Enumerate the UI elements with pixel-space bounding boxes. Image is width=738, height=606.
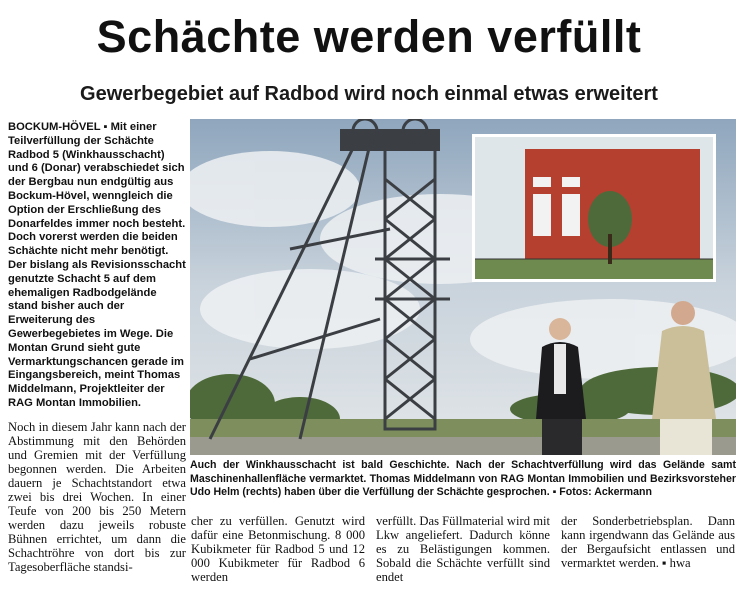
path (190, 437, 736, 455)
photo-caption: Auch der Winkhausschacht ist bald Geschichte. Nach der Schachtverfüllung wird das Gelände samt Maschinenhallenfläche vermarktet. Thomas Middelmann von RAG Montan Immobilien und Bezirksvorsteher Udo Helm (rechts) haben über die Verfüllung der Schächte gesprochen. ▪ Fotos: Ackermann (190, 459, 736, 499)
body-column-2: cher zu verfüllen. Genutzt wird dafür eine Betonmischung. 8 000 Kubikmeter für Radbod 5 und 12 000 Kubikmeter für Radbod 6 werden (191, 514, 365, 584)
lead-paragraph (8, 121, 186, 411)
lead-text: Mit einer Teilverfüllung der Schächte Radbod 5 (Winkhausschacht) und 6 (Donar) verabschiedet sich der Bergbau nun endgültig aus Bockum-Hövel, wenngleich die Option der Erschließung des Donarfeldes immer noch besteht. Doch vorerst werden die beiden Schächte nicht mehr benötigt. Der bislang als Revisionsschacht genutzte Schacht 5 auf dem ehemaligen Radbodgelände stand bisher auch der Erweiterung des Gewerbegebietes im Wege. Die Montan Grund sieht gute Vermarktungschancen gerade im Eingangsbereich, meint Thomas Middelmann, Projektleiter der RAG Montan Immobilien. (8, 121, 186, 409)
headline: Schächte werden verfüllt (96, 11, 642, 62)
photo-illustration (190, 119, 736, 455)
article-photo (190, 119, 736, 455)
dateline: BOCKUM-HÖVEL ▪ (8, 121, 108, 133)
body-column-4: der Sonderbetriebsplan. Dann kann irgendwann das Gelände aus der Bergaufsicht entlassen und vermarktet werden. ▪ hwa (561, 514, 735, 570)
inset-photo (472, 134, 716, 282)
body-column-1: Noch in diesem Jahr kann nach der Abstimmung mit den Behörden und Gremien mit der Verfüllung begonnen werden. Die Arbeiten dauern je Schachtstandort etwa zwei bis drei Wochen. In einer Teufe von 200 bis 250 Metern werden dazu jeweils robuste Bühnen errichtet, um dann die Schachtröhre von dort bis zur Tagesoberfläche standsi- (8, 420, 186, 574)
body-column-3: verfüllt. Das Füllmaterial wird mit Lkw angeliefert. Dadurch könne es zu Belästigungen kommen. Sobald die Schächte verfüllt sind endet (376, 514, 550, 584)
subheadline: Gewerbegebiet auf Radbod wird noch einmal etwas erweitert (80, 83, 658, 105)
